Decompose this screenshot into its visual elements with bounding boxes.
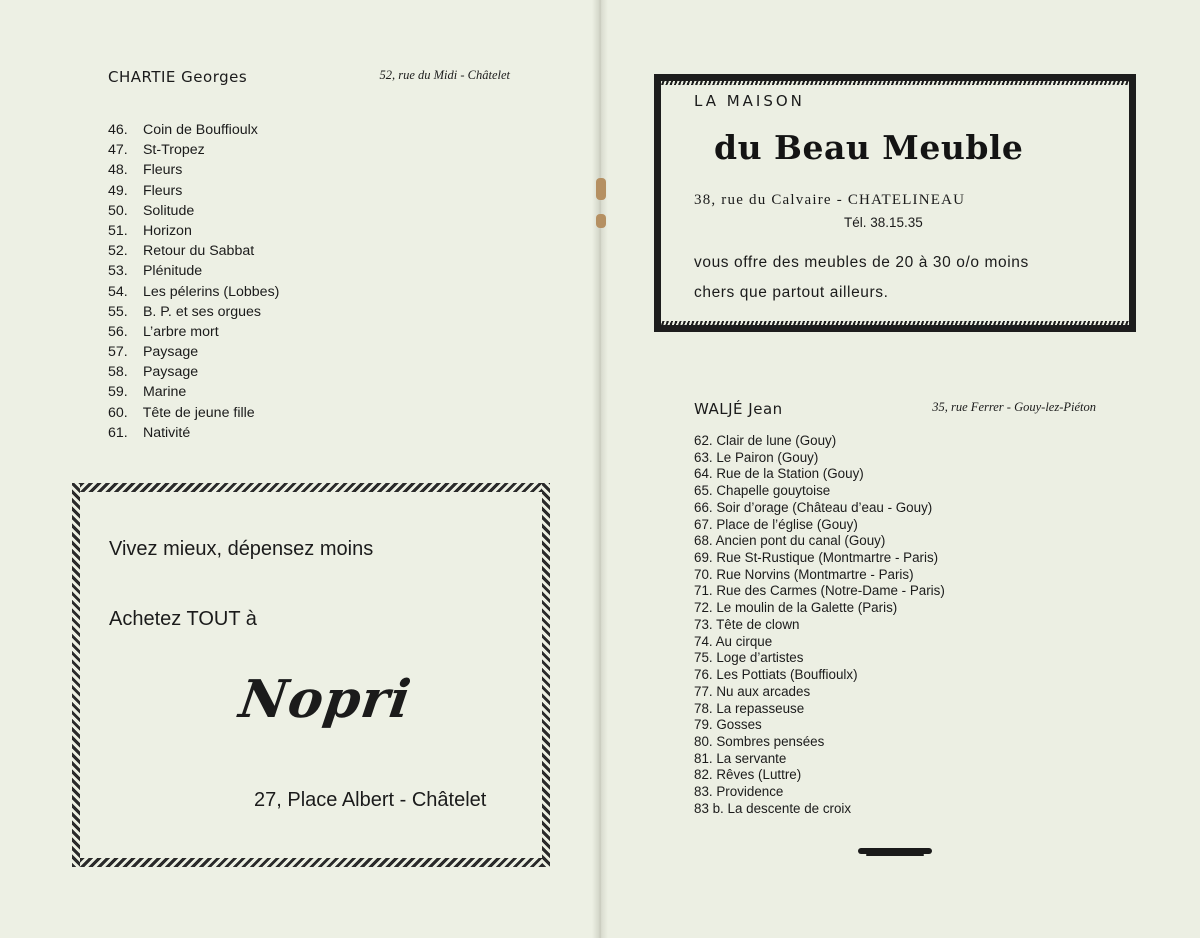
work-number: 54. bbox=[108, 283, 128, 300]
ad-border-top bbox=[72, 483, 550, 492]
work-number: 63. bbox=[694, 449, 713, 465]
work-title: Le moulin de la Galette (Paris) bbox=[716, 600, 898, 616]
work-number: 53. bbox=[108, 263, 128, 280]
work-number: 83. bbox=[694, 784, 713, 800]
work-number: 81. bbox=[694, 750, 713, 766]
work-title: Nu aux arcades bbox=[716, 683, 811, 699]
work-number: 56. bbox=[108, 323, 128, 340]
list-item bbox=[694, 734, 945, 751]
work-title: Plénitude bbox=[142, 263, 203, 280]
work-number: 64. bbox=[694, 466, 713, 482]
artist-name-walje: WALJÉ Jean bbox=[694, 400, 783, 418]
ad-meuble-border-right bbox=[1129, 74, 1136, 332]
list-item bbox=[694, 717, 945, 734]
work-number: 68. bbox=[694, 533, 713, 549]
list-item bbox=[694, 767, 945, 784]
work-number: 50. bbox=[108, 202, 128, 219]
ad-nopri bbox=[72, 483, 550, 867]
work-number: 73. bbox=[694, 616, 713, 632]
list-item bbox=[694, 466, 945, 483]
ad-meuble-text-1: vous offre des meubles de 20 à 30 o/o moins bbox=[694, 254, 1029, 271]
list-item bbox=[694, 600, 945, 617]
work-number: 77. bbox=[694, 683, 713, 699]
work-title: La repasseuse bbox=[716, 700, 805, 716]
list-item bbox=[694, 667, 945, 684]
work-title: Paysage bbox=[142, 364, 199, 381]
work-number: 74. bbox=[694, 633, 713, 649]
work-number: 51. bbox=[108, 222, 128, 239]
work-title: Les Pottiats (Bouffioulx) bbox=[716, 667, 858, 683]
work-number: 58. bbox=[108, 364, 128, 381]
list-item bbox=[694, 450, 945, 467]
work-title: Rêves (Luttre) bbox=[716, 767, 802, 783]
work-title: Fleurs bbox=[142, 162, 183, 179]
work-number: 71. bbox=[694, 583, 713, 599]
list-item bbox=[108, 160, 279, 180]
work-number: 65. bbox=[694, 483, 713, 499]
work-title: Place de l’église (Gouy) bbox=[716, 516, 858, 532]
work-number: 75. bbox=[694, 650, 713, 666]
work-number: 66. bbox=[694, 499, 713, 515]
work-title: Retour du Sabbat bbox=[142, 243, 255, 260]
list-item bbox=[108, 423, 279, 443]
work-title: Le Pairon (Gouy) bbox=[716, 449, 819, 465]
list-item bbox=[108, 261, 279, 281]
work-number: 59. bbox=[108, 384, 128, 401]
work-number: 57. bbox=[108, 344, 128, 361]
staple-bottom bbox=[596, 214, 606, 228]
ad-nopri-address: 27, Place Albert - Châtelet bbox=[254, 789, 487, 811]
work-number: 82. bbox=[694, 767, 713, 783]
work-number: 62. bbox=[694, 433, 713, 448]
ad-meuble-border-top bbox=[654, 74, 1136, 81]
ad-beau-meuble bbox=[654, 74, 1136, 332]
work-title: Tête de clown bbox=[716, 616, 800, 632]
list-item bbox=[694, 701, 945, 718]
work-number: 80. bbox=[694, 733, 713, 749]
work-title: Rue Norvins (Montmartre - Paris) bbox=[716, 566, 914, 582]
work-title: Rue de la Station (Gouy) bbox=[716, 466, 864, 482]
ad-nopri-slogan: Vivez mieux, dépensez moins bbox=[109, 538, 374, 560]
work-title: Solitude bbox=[142, 202, 195, 219]
work-number: 76. bbox=[694, 667, 713, 683]
work-title: Nativité bbox=[142, 424, 191, 441]
work-number: 60. bbox=[108, 404, 128, 421]
ad-meuble-heading: LA MAISON bbox=[694, 92, 805, 110]
work-title: Sombres pensées bbox=[716, 733, 825, 749]
work-number: 55. bbox=[108, 303, 128, 320]
list-item bbox=[108, 362, 279, 382]
artist-name-chartie: CHARTIE Georges bbox=[108, 68, 248, 86]
ad-meuble-hatch-bottom bbox=[654, 321, 1136, 325]
work-title: Fleurs bbox=[142, 182, 183, 199]
ad-meuble-address bbox=[694, 192, 965, 209]
work-title: Au cirque bbox=[715, 633, 773, 649]
work-title: Rue St-Rustique (Montmartre - Paris) bbox=[716, 550, 939, 566]
works-list-walje bbox=[694, 433, 945, 818]
works-list-chartie bbox=[108, 120, 279, 443]
list-item bbox=[108, 403, 279, 423]
work-title: Clair de lune (Gouy) bbox=[716, 433, 837, 448]
ad-border-left bbox=[72, 483, 80, 867]
work-number: 61. bbox=[108, 424, 128, 441]
list-item bbox=[108, 221, 279, 241]
list-item bbox=[694, 533, 945, 550]
artist-address-chartie: 52, rue du Midi - Châtelet bbox=[379, 68, 510, 82]
work-number: 49. bbox=[108, 182, 128, 199]
work-title: L’arbre mort bbox=[142, 323, 219, 340]
list-item bbox=[694, 801, 945, 818]
list-item bbox=[694, 751, 945, 768]
artist-address-walje: 35, rue Ferrer - Gouy-lez-Piéton bbox=[932, 400, 1096, 414]
work-title: La descente de croix bbox=[727, 800, 852, 816]
list-item bbox=[108, 120, 279, 140]
ad-border-right bbox=[542, 483, 550, 867]
work-title: Providence bbox=[716, 784, 784, 800]
list-item bbox=[108, 282, 279, 302]
ad-meuble-address-text: 38, rue du Calvaire - CHATELINEAU bbox=[694, 192, 966, 208]
work-title: Marine bbox=[142, 384, 187, 401]
list-item bbox=[694, 483, 945, 500]
list-item bbox=[108, 140, 279, 160]
ad-nopri-call: Achetez TOUT à bbox=[109, 608, 257, 630]
work-title: Les pélerins (Lobbes) bbox=[142, 283, 280, 300]
work-title: Gosses bbox=[716, 717, 762, 733]
work-title: St-Tropez bbox=[142, 142, 205, 159]
work-title: Chapelle gouytoise bbox=[716, 483, 831, 499]
work-title: Loge d’artistes bbox=[716, 650, 804, 666]
list-item bbox=[694, 583, 945, 600]
list-item bbox=[108, 382, 279, 402]
work-title: La servante bbox=[716, 750, 787, 766]
ad-meuble-phone: Tél. 38.15.35 bbox=[844, 215, 923, 230]
list-item bbox=[694, 784, 945, 801]
work-title: Soir d’orage (Château d’eau - Gouy) bbox=[716, 499, 933, 515]
work-title: Tête de jeune fille bbox=[142, 404, 255, 421]
list-item bbox=[108, 302, 279, 322]
work-title: Rue des Carmes (Notre-Dame - Paris) bbox=[716, 583, 945, 599]
work-number: 47. bbox=[108, 142, 128, 159]
list-item bbox=[694, 550, 945, 567]
list-item bbox=[694, 684, 945, 701]
work-number: 79. bbox=[694, 717, 713, 733]
list-item bbox=[694, 617, 945, 634]
list-item bbox=[694, 634, 945, 651]
work-number: 83 b. bbox=[694, 800, 724, 816]
list-item bbox=[694, 567, 945, 584]
list-item bbox=[108, 201, 279, 221]
work-number: 48. bbox=[108, 162, 128, 179]
list-item bbox=[108, 241, 279, 261]
list-item bbox=[108, 181, 279, 201]
work-number: 46. bbox=[108, 122, 128, 138]
work-title: B. P. et ses orgues bbox=[142, 303, 261, 320]
work-title: Paysage bbox=[142, 344, 199, 361]
work-title: Coin de Bouffioulx bbox=[142, 122, 258, 138]
work-number: 69. bbox=[694, 550, 713, 566]
work-number: 72. bbox=[694, 600, 713, 616]
work-number: 78. bbox=[694, 700, 713, 716]
list-item bbox=[694, 433, 945, 450]
staple-top bbox=[596, 178, 606, 200]
ad-border-bottom bbox=[72, 858, 550, 867]
nopri-logo: Nopri bbox=[235, 669, 416, 730]
work-number: 52. bbox=[108, 243, 128, 260]
list-item bbox=[108, 342, 279, 362]
book-gutter bbox=[592, 0, 608, 938]
ad-meuble-title: du Beau Meuble bbox=[714, 128, 1024, 167]
list-item bbox=[694, 650, 945, 667]
ad-meuble-hatch-top bbox=[654, 81, 1136, 85]
end-ornament-underline bbox=[866, 854, 924, 856]
ad-meuble-border-bottom bbox=[654, 325, 1136, 332]
ad-meuble-text-2: chers que partout ailleurs. bbox=[694, 284, 889, 301]
work-number: 67. bbox=[694, 516, 713, 532]
list-item bbox=[694, 500, 945, 517]
list-item bbox=[108, 322, 279, 342]
work-title: Ancien pont du canal (Gouy) bbox=[715, 533, 886, 549]
list-item bbox=[694, 517, 945, 534]
ad-meuble-border-left bbox=[654, 74, 661, 332]
work-title: Horizon bbox=[142, 222, 192, 239]
work-number: 70. bbox=[694, 566, 713, 582]
